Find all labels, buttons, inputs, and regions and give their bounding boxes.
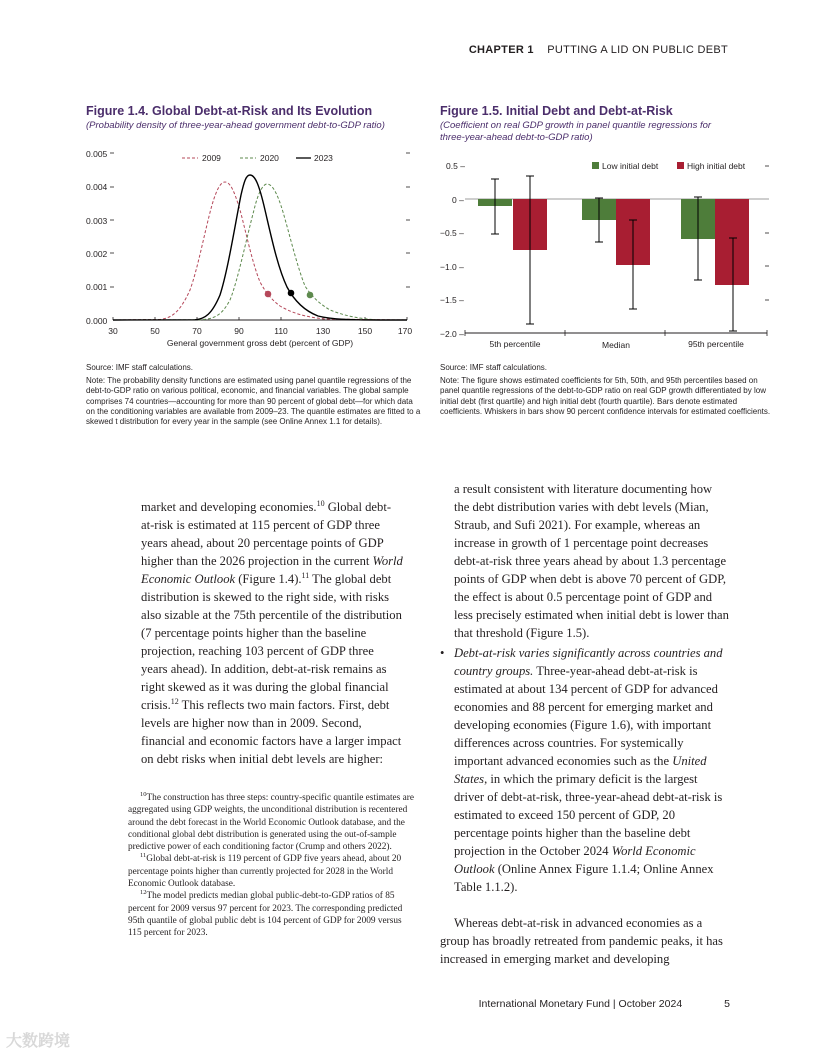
figure-1-4-heading bbox=[86, 104, 421, 132]
right-column-text bbox=[440, 480, 730, 968]
chart-legend bbox=[182, 153, 333, 163]
bullet-item: • Debt-at-risk varies significantly across countries and country groups. Three-year-ahead debt-at-risk is estimated at about 134 percent of GDP for advanced economies and 88 percent for emerging market and developing economies (Figure 1.6), with important differences across countries. For systemically important advanced economies such as the United States, in which the primary deficit is the largest driver of debt-at-risk, three-year-ahead debt-at-risk is estimated to exceed 150 percent of GDP, 20 percentage points higher than the baseline debt projection in the October 2024 World Economic Outlook (Online Annex Figure 1.1.4; Online Annex Table 1.1.2). bbox=[440, 646, 723, 894]
watermark-logo: 大数跨境 bbox=[6, 1033, 71, 1050]
svg-text:Low initial debt: Low initial debt bbox=[602, 161, 659, 171]
svg-text:50: 50 bbox=[150, 326, 160, 336]
figure-1-4-title: Figure 1.4. Global Debt-at-Risk and Its Evolution bbox=[86, 104, 373, 118]
x-axis-labels bbox=[108, 326, 412, 336]
svg-text:95th percentile: 95th percentile bbox=[688, 339, 744, 349]
figure-1-4-chart bbox=[80, 145, 425, 355]
series-2009-marker bbox=[265, 291, 272, 298]
continuation-paragraph: a result consistent with literature documenting how the debt distribution varies with debt levels (Mian, Straub, and Sufi 2021). For example, whereas an increase in growth of 1 percentage point decreases debt-at-risk three years ahead by about 1.3 percentage points of GDP when debt is above 70 percent of GDP, the effect is about 0.5 percentage point of GDP and less precisely estimated when initial debt is lower than that threshold (Figure 1.5). bbox=[454, 482, 729, 640]
svg-text:−0.5 –: −0.5 – bbox=[440, 228, 464, 238]
y-axis-labels bbox=[440, 161, 465, 339]
figure-1-5-notes bbox=[440, 363, 775, 420]
series-2020-marker bbox=[307, 292, 314, 299]
series-2023-marker bbox=[288, 290, 295, 297]
svg-text:−1.5 –: −1.5 – bbox=[440, 295, 464, 305]
figure-1-5-title: Figure 1.5. Initial Debt and Debt-at-Risk bbox=[440, 104, 673, 118]
svg-text:0.004: 0.004 bbox=[86, 182, 108, 192]
svg-text:0 –: 0 – bbox=[452, 195, 464, 205]
footnote-ref-11[interactable]: 11 bbox=[301, 570, 310, 580]
footnote-11: $^{11}$Global debt-at-risk is 119 percent of GDP five years ahead, about 20 percentage points higher than currently projected for 2028 in the World Economic Outlook database. bbox=[128, 852, 402, 890]
chapter-label: CHAPTER 1 bbox=[468, 44, 534, 56]
svg-text:5th percentile: 5th percentile bbox=[489, 339, 541, 349]
left-column-text bbox=[141, 498, 403, 768]
svg-text:30: 30 bbox=[108, 326, 118, 336]
svg-text:0.5 –: 0.5 – bbox=[446, 161, 465, 171]
svg-text:Median: Median bbox=[602, 340, 630, 350]
svg-text:−1.0 –: −1.0 – bbox=[440, 262, 464, 272]
chapter-title: PUTTING A LID ON PUBLIC DEBT bbox=[547, 44, 728, 56]
svg-text:2020: 2020 bbox=[260, 153, 279, 163]
svg-text:0.002: 0.002 bbox=[86, 249, 108, 259]
series-2009-curve bbox=[113, 182, 407, 320]
body-paragraph: market and developing economies.$^{10}$ Global debt-at-risk is estimated at 115 percent of GDP three years ahead, about 20 percentage points of GDP higher than the 2026 projection in the current World Economic Outlook (Figure 1.4).$^{11}$ The global debt distribution is skewed to the right side, with risks also sizable at the 75th percentile of the distribution (7 percentage points higher than the baseline projection, reaching 103 percent of GDP three years ahead). In addition, debt-at-risk remains as right skewed as it was during the global financial crisis.$^{12}$ This reflects two main factors. First, debt levels are higher now than in 2009. Second, financial and economic factors have a larger impact on debt risks when initial debt levels are higher: bbox=[141, 498, 403, 766]
figure-1-5-subtitle-line2: three-year-ahead debt-to-GDP ratio) bbox=[440, 132, 593, 143]
svg-text:0.005: 0.005 bbox=[86, 149, 108, 159]
svg-text:2009: 2009 bbox=[202, 153, 221, 163]
svg-text:0.003: 0.003 bbox=[86, 216, 108, 226]
figure-1-5-chart bbox=[436, 155, 776, 355]
footnote-ref-10[interactable]: 10 bbox=[316, 498, 325, 508]
footer-publication: International Monetary Fund | October 2024 bbox=[478, 998, 683, 1010]
figure-1-5-source: Source: IMF staff calculations. bbox=[440, 363, 548, 372]
x-axis-labels bbox=[489, 339, 744, 350]
svg-text:High initial debt: High initial debt bbox=[687, 161, 746, 171]
svg-text:0.001: 0.001 bbox=[86, 282, 108, 292]
series-2023-curve bbox=[113, 175, 407, 320]
bar-group-95th-percentile bbox=[681, 199, 749, 285]
y-axis-labels bbox=[86, 149, 108, 326]
figure-1-5-subtitle-line1: (Coefficient on real GDP growth in panel quantile regressions for bbox=[440, 120, 712, 131]
footnote-12: $^{12}$The model predicts median global public-debt-to-GDP ratios of 85 percent for 2009 versus 97 percent for 2023. The corresponding predicted 95th quantile of global public debt is 104 percent of GDP for 2009 versus 115 percent for 2023. bbox=[128, 889, 403, 939]
x-axis-title: General government gross debt (percent of GDP) bbox=[166, 338, 354, 348]
running-header bbox=[469, 44, 728, 56]
svg-text:110: 110 bbox=[274, 326, 288, 336]
bar-group-5th-percentile bbox=[478, 199, 547, 250]
svg-text:−2.0 –: −2.0 – bbox=[440, 329, 464, 339]
svg-text:2023: 2023 bbox=[314, 153, 333, 163]
chart-legend bbox=[592, 161, 746, 171]
figure-1-4-notes bbox=[86, 363, 421, 430]
svg-text:90: 90 bbox=[234, 326, 244, 336]
bar-group-median bbox=[582, 199, 650, 265]
series-2020-curve bbox=[113, 184, 407, 320]
figure-1-5-note: Note: The figure shows estimated coefficients for 5th, 50th, and 95th percentiles based on panel quantile regressions of the debt-to-GDP ratio on real GDP growth differentiated by low initial debt (first quartile) and high initial debt (fourth quartile). Bars denote estimated coefficients. Whiskers in bars show 90 percent confidence intervals for estimated coefficients. bbox=[440, 376, 771, 416]
figure-1-4-note: Note: The probability density functions are estimated using panel quantile regressions of the debt-to-GDP ratio on various political, economic, and financial variables. The global sample comprises 74 countries—accounting for more than 90 percent of global debt—for which data on the conditioning variables are available from 2009–23. The quantile estimates are fitted to a skewed t distribution for every year in the sample (see Online Annex 1.1 for details). bbox=[86, 376, 421, 427]
svg-text:130: 130 bbox=[315, 326, 331, 336]
bullet-marker: • bbox=[440, 646, 445, 660]
page-number: 5 bbox=[724, 998, 730, 1010]
footnote-ref-12[interactable]: 12 bbox=[170, 696, 179, 706]
footnotes bbox=[128, 792, 414, 940]
svg-text:170: 170 bbox=[397, 326, 413, 336]
svg-text:70: 70 bbox=[192, 326, 202, 336]
svg-text:150: 150 bbox=[357, 326, 373, 336]
figure-1-5-heading bbox=[440, 104, 775, 144]
page-footer bbox=[479, 998, 730, 1010]
svg-text:0.000: 0.000 bbox=[86, 316, 108, 326]
footnote-10: $^{10}$The construction has three steps: country-specific quantile estimates are aggregated using GDP weights, the unconditional distribution is recentered around the debt forecast in the World Economic Outlook database, and the conditional global debt distribution is generated using the out-of-sample predictive power of each conditioning factor (Crump and others 2022). bbox=[128, 790, 414, 853]
figure-1-4-source: Source: IMF staff calculations. bbox=[86, 363, 194, 372]
final-paragraph: Whereas debt-at-risk in advanced economies as a group has broadly retreated from pandemic peaks, it has increased in emerging market and developing bbox=[440, 916, 723, 966]
figure-1-4-subtitle: (Probability density of three-year-ahead government debt-to-GDP ratio) bbox=[86, 120, 385, 131]
